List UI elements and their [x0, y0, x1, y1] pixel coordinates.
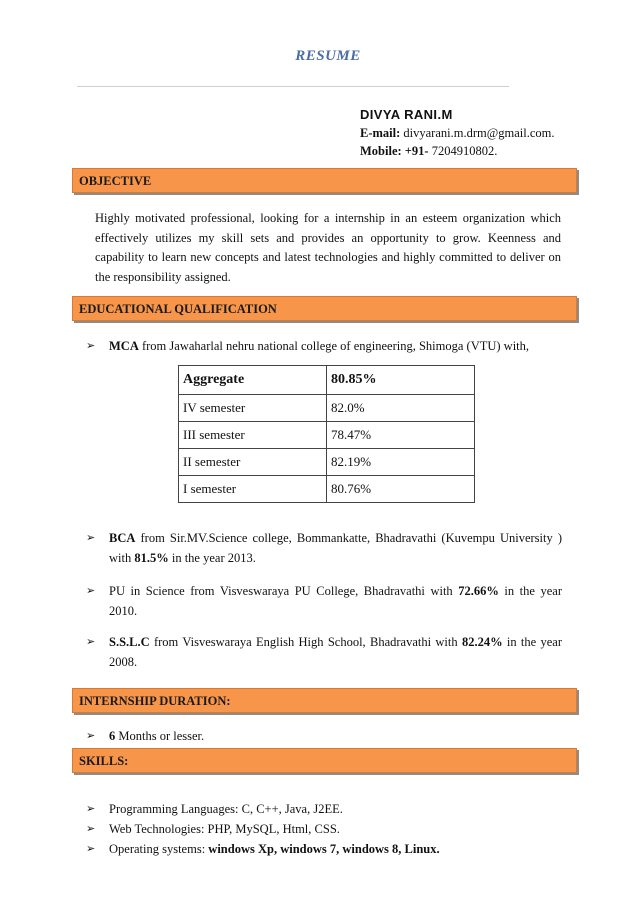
contact-block: [360, 106, 554, 160]
degree-detail: PU in Science from Visveswaraya PU College, Bhadravathi with: [109, 584, 459, 598]
table-cell: 82.19%: [327, 449, 475, 476]
marks-table: [178, 365, 475, 503]
bullet-arrow-icon: ➢: [86, 803, 96, 815]
resume-title: RESUME: [295, 48, 361, 64]
degree-percentage: 72.66%: [458, 584, 499, 598]
bullet-arrow-icon: ➢: [86, 532, 96, 544]
degree-percentage: 81.5%: [134, 551, 169, 565]
bullet-arrow-icon: ➢: [86, 823, 96, 835]
degree-year: in the year 2013.: [168, 551, 256, 565]
degree-year: in the year 2008.: [109, 635, 562, 669]
education-item-mca: [86, 336, 562, 356]
degree-year: in the year 2010.: [109, 584, 562, 618]
mobile-line: [360, 142, 554, 160]
education-item-pu: [86, 581, 562, 621]
bullet-arrow-icon: ➢: [86, 585, 96, 597]
email-value: divyarani.m.drm@gmail.com.: [403, 126, 555, 140]
degree-detail: from Visveswaraya English High School, Bhadravathi with: [149, 635, 462, 649]
section-education: EDUCATIONAL QUALIFICATION: [72, 296, 577, 321]
table-cell: Aggregate: [179, 366, 327, 395]
degree-name: BCA: [109, 531, 136, 545]
title-divider: [77, 86, 509, 87]
bullet-arrow-icon: ➢: [86, 636, 96, 648]
mobile-label: Mobile: +91-: [360, 144, 429, 158]
section-internship: INTERNSHIP DURATION:: [72, 688, 577, 713]
table-cell: I semester: [179, 476, 327, 503]
skill-item-programming: [86, 799, 343, 819]
table-header-row: [179, 366, 475, 395]
mobile-value: 7204910802.: [431, 144, 498, 158]
skill-item-os: [86, 839, 440, 859]
skill-item-web: [86, 819, 340, 839]
table-cell: III semester: [179, 422, 327, 449]
education-item-bca: [86, 528, 562, 568]
table-row: [179, 395, 475, 422]
table-cell: 80.85%: [327, 366, 475, 395]
table-row: [179, 422, 475, 449]
email-line: [360, 124, 554, 142]
email-label: E-mail:: [360, 126, 401, 140]
bullet-arrow-icon: ➢: [86, 843, 96, 855]
skill-label: Operating systems:: [109, 842, 209, 856]
table-cell: II semester: [179, 449, 327, 476]
table-cell: 78.47%: [327, 422, 475, 449]
table-cell: 82.0%: [327, 395, 475, 422]
skill-value: windows Xp, windows 7, windows 8, Linux.: [208, 842, 440, 856]
table-cell: IV semester: [179, 395, 327, 422]
degree-percentage: 82.24%: [461, 635, 503, 649]
section-objective: OBJECTIVE: [72, 168, 577, 193]
table-row: [179, 476, 475, 503]
skill-text: Programming Languages: C, C++, Java, J2EE.: [109, 802, 343, 816]
degree-name: S.S.L.C: [109, 635, 150, 649]
internship-months: 6: [109, 729, 116, 743]
internship-item: [86, 726, 562, 746]
degree-detail: from Sir.MV.Science college, Bommankatte, Bhadravathi (Kuvempu University ) with: [109, 531, 562, 565]
skill-text: Web Technologies: PHP, MySQL, Html, CSS.: [109, 822, 340, 836]
degree-name: MCA: [109, 339, 139, 353]
education-item-sslc: [86, 632, 562, 672]
table-row: [179, 449, 475, 476]
table-cell: 80.76%: [327, 476, 475, 503]
candidate-name: DIVYA RANI.M: [360, 107, 453, 122]
objective-text: Highly motivated professional, looking for a internship in an esteem organization which effectively utilizes my skill sets and provides an opportunity to grow. Keenness and capability to learn new concepts and latest technologies and highly committed to deliver on the responsibility assigned.: [95, 211, 561, 284]
bullet-arrow-icon: ➢: [86, 730, 96, 742]
internship-detail: Months or lesser.: [115, 729, 205, 743]
degree-detail: from Jawaharlal nehru national college of engineering, Shimoga (VTU) with,: [138, 339, 530, 353]
section-skills: SKILLS:: [72, 748, 577, 773]
bullet-arrow-icon: ➢: [86, 340, 96, 352]
